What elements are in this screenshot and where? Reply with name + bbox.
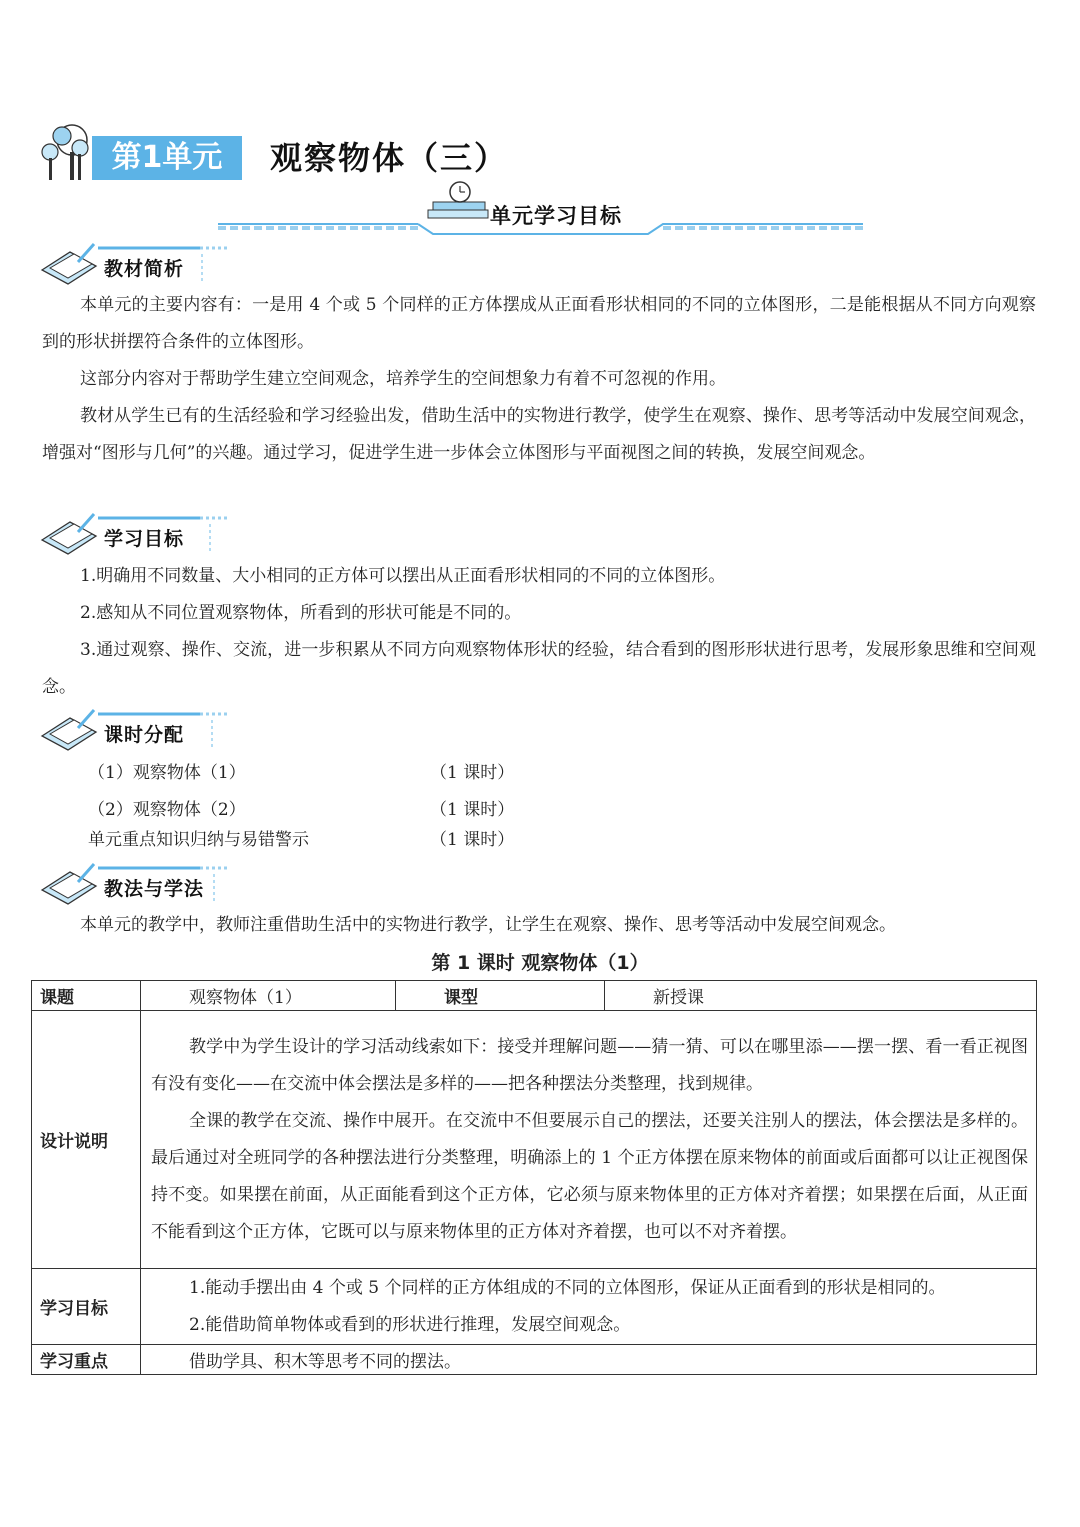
schedule-item-hours: （1 课时）: [430, 830, 515, 850]
paragraph: 本单元的教学中，教师注重借助生活中的实物进行教学，让学生在观察、操作、思考等活动中发展空间观念。: [80, 915, 896, 935]
table-row: [32, 1011, 1037, 1269]
design-content: [141, 1011, 1037, 1269]
tree-icon: [40, 122, 92, 182]
goals-content: [141, 1269, 1037, 1345]
focus-value: 借助学具、积木等思考不同的摆法。: [141, 1345, 1037, 1375]
design-label: 设计说明: [32, 1011, 141, 1269]
design-paragraph: 全课的教学在交流、操作中展开。在交流中不但要展示自己的摆法，还要关注别人的摆法，体会摆法是多样的。最后通过对全班同学的各种摆法进行分类整理，明确添上的 1 个正方体摆在原来物体的前面或后面都可以让正视图保持不变。如果摆在前面，从正面能看到这个正方体，它必须与原来物体里的正方体对齐着摆；如果摆在后面，从正面不能看到这个正方体，它既可以与原来物体里的正方体对齐着摆，也可以不对齐着摆。: [151, 1110, 1028, 1242]
schedule-item-hours: （1 课时）: [430, 800, 515, 820]
paragraph: 本单元的主要内容有：一是用 4 个或 5 个同样的正方体摆成从正面看形状相同的不同的立体图形，二是能根据从不同方向观察到的形状拼摆符合条件的立体图形。: [42, 295, 1036, 352]
table-row: [32, 1269, 1037, 1345]
table-row: [32, 981, 1037, 1011]
unit-goals-title: 单元学习目标: [490, 204, 622, 228]
lesson-table: [31, 980, 1037, 1375]
goal-item: 1.明确用不同数量、大小相同的正方体可以摆出从正面看形状相同的不同的立体图形。: [80, 566, 726, 586]
type-label: 课型: [396, 981, 605, 1011]
goal-item: 3.通过观察、操作、交流，进一步积累从不同方向观察物体形状的经验，结合看到的图形形状进行思考，发展形象思维和空间观念。: [42, 640, 1036, 697]
section-title: 学习目标: [104, 528, 185, 550]
design-paragraph: 教学中为学生设计的学习活动线索如下：接受并理解问题——猜一猜、可以在哪里添——摆一摆、看一看正视图有没有变化——在交流中体会摆法是多样的——把各种摆法分类整理，找到规律。: [151, 1036, 1028, 1094]
schedule-item-name: （2）观察物体（2）: [88, 800, 246, 820]
unit-goals-banner: [218, 180, 863, 236]
paragraph: 教材从学生已有的生活经验和学习经验出发，借助生活中的实物进行教学，使学生在观察、操作、思考等活动中发展空间观念，增强对“图形与几何”的兴趣。通过学习，促进学生进一步体会立体图形与平面视图之间的转换，发展空间观念。: [42, 406, 1036, 463]
section-header-schedule: [40, 706, 230, 752]
schedule-item-name: 单元重点知识归纳与易错警示: [88, 830, 309, 850]
topic-label: 课题: [32, 981, 141, 1011]
goal-paragraph: 2.能借助简单物体或看到的形状进行推理，发展空间观念。: [189, 1314, 631, 1335]
topic-value: 观察物体（1）: [141, 981, 396, 1011]
section-header-textbook: [40, 240, 230, 286]
goals-label: 学习目标: [32, 1269, 141, 1345]
section-title: 教法与学法: [104, 878, 205, 900]
goal-paragraph: 1.能动手摆出由 4 个或 5 个同样的正方体组成的不同的立体图形，保证从正面看到的形状是相同的。: [189, 1277, 946, 1298]
schedule-item-hours: （1 课时）: [430, 763, 515, 783]
unit-badge: 第1单元: [92, 136, 242, 180]
unit-header: [40, 122, 1040, 186]
type-value: 新授课: [605, 981, 1037, 1011]
goal-item: 2.感知从不同位置观察物体，所看到的形状可能是不同的。: [80, 603, 522, 623]
section-title: 课时分配: [104, 724, 185, 746]
paragraph: 这部分内容对于帮助学生建立空间观念，培养学生的空间想象力有着不可忽视的作用。: [80, 369, 726, 389]
section-title: 教材简析: [104, 258, 185, 280]
focus-label: 学习重点: [32, 1345, 141, 1375]
schedule-item-name: （1）观察物体（1）: [88, 763, 246, 783]
unit-title: 观察物体（三）: [270, 139, 509, 177]
lesson-title: 第 1 课时 观察物体（1）: [431, 952, 649, 974]
section-header-methods: [40, 860, 230, 906]
table-row: [32, 1345, 1037, 1375]
section-header-goals: [40, 510, 230, 556]
